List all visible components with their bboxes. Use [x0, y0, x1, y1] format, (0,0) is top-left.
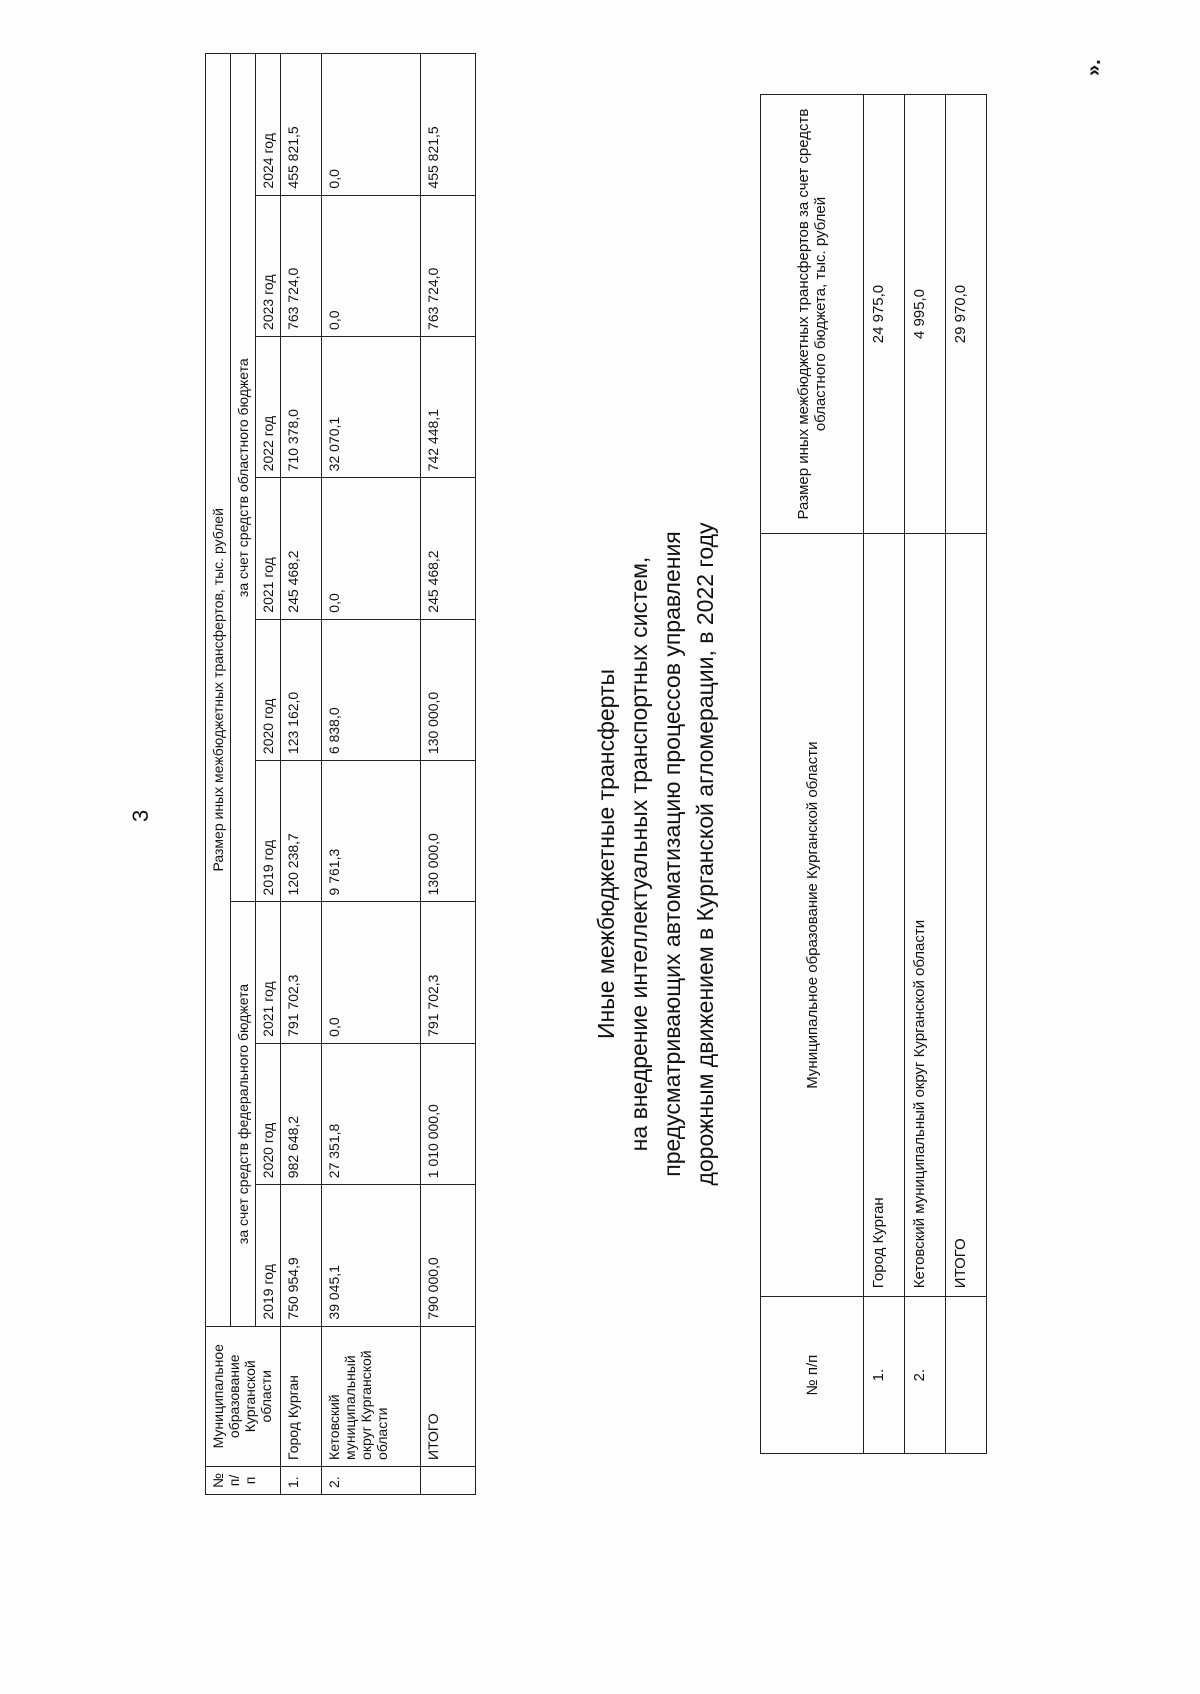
cell-value: 791 702,3	[281, 902, 322, 1043]
cell-value: 790 000,0	[421, 1185, 476, 1326]
title-line: на внедрение интеллектуальных транспортных систем,	[626, 556, 652, 1152]
row-num	[946, 1297, 987, 1454]
row-num: 2.	[905, 1297, 946, 1454]
cell-value: 763 724,0	[281, 195, 322, 336]
table-row	[322, 54, 421, 1495]
year-header: 2022 год	[256, 336, 281, 477]
header-municipality: Муниципальное образование Курганской области	[206, 1326, 281, 1466]
cell-value: 39 045,1	[322, 1185, 421, 1326]
header-num: № п/п	[761, 1297, 864, 1454]
cell-value: 0,0	[322, 54, 421, 196]
header-num: № п/п	[206, 1466, 281, 1494]
cell-value: 0,0	[322, 195, 421, 336]
cell-value: 710 378,0	[281, 336, 322, 477]
title-line: Иные межбюджетные трансферты	[593, 668, 619, 1040]
cell-value: 9 761,3	[322, 761, 421, 902]
cell-value: 0,0	[322, 902, 421, 1043]
section-title	[590, 354, 722, 1354]
table-row	[905, 95, 946, 1454]
cell-value: 0,0	[322, 478, 421, 619]
cell-value: 791 702,3	[421, 902, 476, 1043]
row-municipality: Город Курган	[864, 534, 905, 1297]
year-header: 2024 год	[256, 54, 281, 196]
row-num: 2.	[322, 1466, 421, 1494]
cell-value: 455 821,5	[421, 54, 476, 196]
cell-value: 24 975,0	[864, 95, 905, 534]
cell-value: 245 468,2	[281, 478, 322, 619]
row-municipality: Город Курган	[281, 1326, 322, 1466]
year-header: 2023 год	[256, 195, 281, 336]
cell-value: 742 448,1	[421, 336, 476, 477]
table-row-total	[946, 95, 987, 1454]
table-row-total	[421, 54, 476, 1495]
transfers-table-2022	[760, 94, 987, 1454]
cell-value: 120 238,7	[281, 761, 322, 902]
year-header: 2020 год	[256, 619, 281, 760]
cell-value: 27 351,8	[322, 1043, 421, 1184]
row-municipality: Кетовский муниципальный округ Курганской области	[905, 534, 946, 1297]
title-line: дорожным движением в Курганской агломерации, в 2022 году	[692, 522, 718, 1186]
header-size: Размер иных межбюджетных трансфертов, тыс. рублей	[206, 54, 231, 1327]
cell-value: 982 648,2	[281, 1043, 322, 1184]
cell-value: 130 000,0	[421, 761, 476, 902]
cell-value: 750 954,9	[281, 1185, 322, 1326]
transfers-table-2019-2024	[205, 53, 476, 1495]
cell-value: 32 070,1	[322, 336, 421, 477]
cell-value: 123 162,0	[281, 619, 322, 760]
year-header: 2019 год	[256, 1185, 281, 1326]
header-size: Размер иных межбюджетных трансфертов за счет средств областного бюджета, тыс. рублей	[761, 95, 864, 534]
table-row	[864, 95, 905, 1454]
header-municipality: Муниципальное образование Курганской области	[761, 534, 864, 1297]
row-municipality: ИТОГО	[421, 1326, 476, 1466]
cell-value: 130 000,0	[421, 619, 476, 760]
cell-value: 6 838,0	[322, 619, 421, 760]
cell-value: 29 970,0	[946, 95, 987, 534]
cell-value: 245 468,2	[421, 478, 476, 619]
cell-value: 763 724,0	[421, 195, 476, 336]
year-header: 2019 год	[256, 761, 281, 902]
row-num: 1.	[864, 1297, 905, 1454]
title-line: предусматривающих автоматизацию процессов управления	[659, 531, 685, 1177]
page-number: 3	[128, 809, 153, 822]
row-municipality: ИТОГО	[946, 534, 987, 1297]
closing-quote-mark: ».	[1083, 59, 1105, 76]
header-regional: за счет средств областного бюджета	[231, 54, 256, 902]
cell-value: 4 995,0	[905, 95, 946, 534]
cell-value: 455 821,5	[281, 54, 322, 196]
row-municipality: Кетовский муниципальный округ Курганской области	[322, 1326, 421, 1466]
row-num	[421, 1466, 476, 1494]
row-num: 1.	[281, 1466, 322, 1494]
header-federal: за счет средств федерального бюджета	[231, 902, 256, 1326]
year-header: 2021 год	[256, 478, 281, 619]
cell-value: 1 010 000,0	[421, 1043, 476, 1184]
year-header: 2021 год	[256, 902, 281, 1043]
table-row	[281, 54, 322, 1495]
year-header: 2020 год	[256, 1043, 281, 1184]
